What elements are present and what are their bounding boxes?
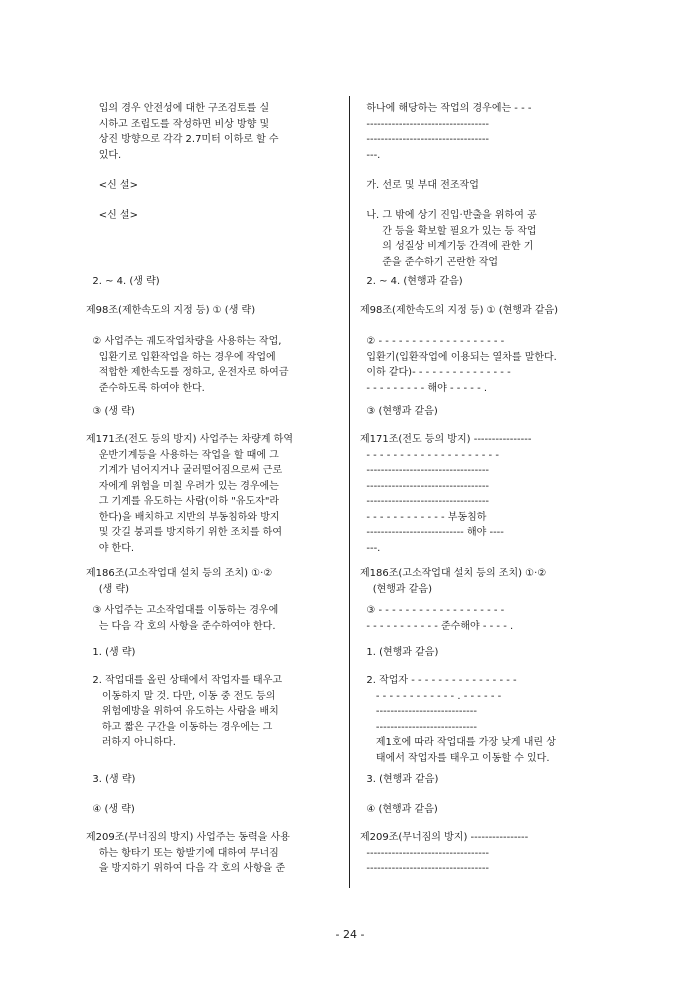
revised-text-line: ③ (현행과 같음) xyxy=(360,406,438,417)
revised-text-line: - - - - - - - - - - - - - - - - - - - - xyxy=(360,449,499,461)
current-block xyxy=(86,404,351,420)
current-block xyxy=(86,830,351,877)
revised-text-line: 나. 그 밖에 상기 진입·반출을 위하여 공 xyxy=(360,210,537,221)
revised-block xyxy=(360,673,625,766)
current-text-line: 한다)을 배치하고 지반의 부동침하와 방지 xyxy=(86,511,280,523)
revised-block xyxy=(360,802,625,818)
current-text-line: 2. ~ 4. (생 략) xyxy=(86,276,160,287)
revised-text-line: 준을 준수하기 곤란한 작업 xyxy=(360,256,499,268)
revised-block xyxy=(360,404,625,420)
revised-text-line: - - - - - - - - - - - 준수해야 - - - - . xyxy=(360,620,514,632)
revised-text-line: 가. 선로 및 부대 전조작업 xyxy=(360,180,479,191)
revised-text-line: 간 등을 확보할 필요가 있는 등 작업 xyxy=(360,225,537,237)
revised-text-line: 2. ~ 4. (현행과 같음) xyxy=(360,276,463,287)
current-text-line: 을 방지하기 위하여 다음 각 호의 사항을 준 xyxy=(86,863,286,874)
current-block xyxy=(86,208,351,224)
revised-text-line: 의 성질상 비계기둥 간격에 관한 기 xyxy=(360,241,534,252)
revised-text-line: 3. (현행과 같음) xyxy=(360,774,439,785)
revised-block xyxy=(360,432,625,556)
current-text-line: 야 한다. xyxy=(86,542,135,554)
revised-block xyxy=(360,603,625,634)
revised-block xyxy=(360,772,625,788)
current-text-line: ④ (생 략) xyxy=(86,804,135,815)
revised-text-line: ---. xyxy=(360,542,381,554)
current-text-line: 입환기로 입환작업을 하는 경우에 작업에 xyxy=(86,351,276,363)
current-text-line: 준수하도록 하여야 한다. xyxy=(86,382,205,394)
current-text-line: 제186조(고소작업대 설치 등의 조치) ①·② xyxy=(86,568,273,579)
revised-text-line: - - - - - - - - - - - - . - - - - - - xyxy=(360,690,502,702)
revised-text-line: ---------------------------------- xyxy=(360,863,490,874)
revised-block xyxy=(360,334,625,396)
revised-block xyxy=(360,178,625,194)
revised-text-line: 제98조(제한속도의 지정 등) ① (현행과 같음) xyxy=(360,305,559,316)
current-block xyxy=(86,603,351,634)
revised-block xyxy=(360,208,625,270)
current-text-line: 입의 경우 안전성에 대한 구조검토를 실 xyxy=(86,103,270,114)
current-text-line: 제98조(제한속도의 지정 등) ① (생 략) xyxy=(86,305,256,316)
current-text-line: ③ (생 략) xyxy=(86,406,135,417)
revised-text-line: 하나에 해당하는 작업의 경우에는 - - - xyxy=(360,103,532,114)
current-text-line: 있다. xyxy=(86,149,122,161)
current-block xyxy=(86,274,351,290)
current-text-line: 위험예방을 위하여 유도하는 사람을 배치 xyxy=(86,706,279,717)
current-text-line: 2. 작업대를 올린 상태에서 작업자를 태우고 xyxy=(86,675,283,686)
revised-text-line: 이하 같다)- - - - - - - - - - - - - - - xyxy=(360,367,511,378)
revised-block xyxy=(360,274,625,290)
current-text-line: 상진 방향으로 각각 2.7미터 이하로 할 수 xyxy=(86,134,279,145)
current-text-line: ③ 사업주는 고소작업대를 이동하는 경우에 xyxy=(86,605,279,616)
current-text-line: 제209조(무너짐의 방지) 사업주는 동력을 사용 xyxy=(86,832,290,843)
current-block xyxy=(86,303,351,319)
current-block xyxy=(86,645,351,661)
current-text-line: 하는 항타기 또는 항발기에 대하여 무너짐 xyxy=(86,847,279,859)
revised-text-line: 입환기(입환작업에 이용되는 열차를 말한다. xyxy=(360,351,557,363)
current-block xyxy=(86,178,351,194)
current-text-line: 기계가 넘어지거나 굴러떨어짐으로써 근로 xyxy=(86,465,283,476)
revised-text-line: 제171조(전도 등의 방지) ---------------- xyxy=(360,434,532,445)
revised-text-line: ---------------------------------- xyxy=(360,134,490,145)
revised-text-line: ---------------------------------- xyxy=(360,847,490,859)
current-text-line: <신 설> xyxy=(86,210,138,221)
page-number: - 24 - xyxy=(335,928,365,941)
current-block xyxy=(86,566,351,597)
current-text-line: 운반기계등을 사용하는 작업을 할 때에 그 xyxy=(86,449,279,461)
current-block xyxy=(86,432,351,556)
revised-text-line: ---------------------------------- xyxy=(360,480,490,492)
revised-block xyxy=(360,566,625,597)
revised-text-line: 제186조(고소작업대 설치 등의 조치) ①·② xyxy=(360,568,547,579)
revised-text-line: 1. (현행과 같음) xyxy=(360,647,439,658)
current-text-line: 러하지 아니하다. xyxy=(86,737,176,748)
revised-text-line: 제209조(무너짐의 방지) ---------------- xyxy=(360,832,529,843)
current-text-line: (생 략) xyxy=(86,583,130,595)
revised-text-line: ---. xyxy=(360,149,381,161)
revised-text-line: ---------------------------------- xyxy=(360,118,490,130)
revised-text-line: (현행과 같음) xyxy=(360,583,432,595)
revised-text-line: 태에서 작업자를 태우고 이동할 수 있다. xyxy=(360,752,550,764)
revised-text-line: ---------------------------------- xyxy=(360,496,490,507)
revised-text-line: --------------------------- 해야 ---- xyxy=(360,527,504,538)
current-block xyxy=(86,101,351,163)
current-block xyxy=(86,334,351,396)
current-text-line: 하고 짧은 구간을 이동하는 경우에는 그 xyxy=(86,721,273,733)
revised-text-line: ---------------------------- xyxy=(360,706,477,717)
current-text-line: 자에게 위험을 미칠 우려가 있는 경우에는 xyxy=(86,480,279,492)
current-text-line: ② 사업주는 궤도작업차량을 사용하는 작업, xyxy=(86,336,282,347)
revised-block xyxy=(360,645,625,661)
current-text-line: 및 갓길 붕괴를 방지하기 위한 조치를 하여 xyxy=(86,527,283,538)
current-block xyxy=(86,772,351,788)
revised-text-line: ---------------------------------- xyxy=(360,465,490,476)
current-text-line: 시하고 조립도를 작성하면 비상 방향 및 xyxy=(86,118,270,130)
current-text-line: 이동하지 말 것. 다만, 이동 중 전도 등의 xyxy=(86,690,276,702)
current-block xyxy=(86,673,351,751)
revised-block xyxy=(360,101,625,163)
current-text-line: 는 다음 각 호의 사항을 준수하여야 한다. xyxy=(86,620,276,632)
current-text-line: <신 설> xyxy=(86,180,138,191)
revised-text-line: ② - - - - - - - - - - - - - - - - - - - xyxy=(360,336,505,347)
current-text-line: 3. (생 략) xyxy=(86,774,136,785)
current-text-line: 1. (생 략) xyxy=(86,647,136,658)
revised-block xyxy=(360,303,625,319)
current-block xyxy=(86,802,351,818)
revised-text-line: ④ (현행과 같음) xyxy=(360,804,438,815)
revised-text-line: 제1호에 따라 작업대를 가장 낮게 내린 상 xyxy=(360,737,556,748)
current-text-line: 적합한 제한속도를 정하고, 운전자로 하여금 xyxy=(86,367,289,378)
revised-text-line: ③ - - - - - - - - - - - - - - - - - - - xyxy=(360,605,505,616)
revised-text-line: 2. 작업자 - - - - - - - - - - - - - - - - xyxy=(360,675,517,686)
revised-text-line: - - - - - - - - - - - - 부동침하 xyxy=(360,511,487,523)
current-text-line: 그 기계를 유도하는 사람(이하 "유도자"라 xyxy=(86,496,280,507)
revised-block xyxy=(360,830,625,877)
current-text-line: 제171조(전도 등의 방지) 사업주는 차량계 하역 xyxy=(86,434,294,445)
revised-text-line: - - - - - - - - - 해야 - - - - - . xyxy=(360,382,488,394)
revised-text-line: ---------------------------- xyxy=(360,721,477,733)
